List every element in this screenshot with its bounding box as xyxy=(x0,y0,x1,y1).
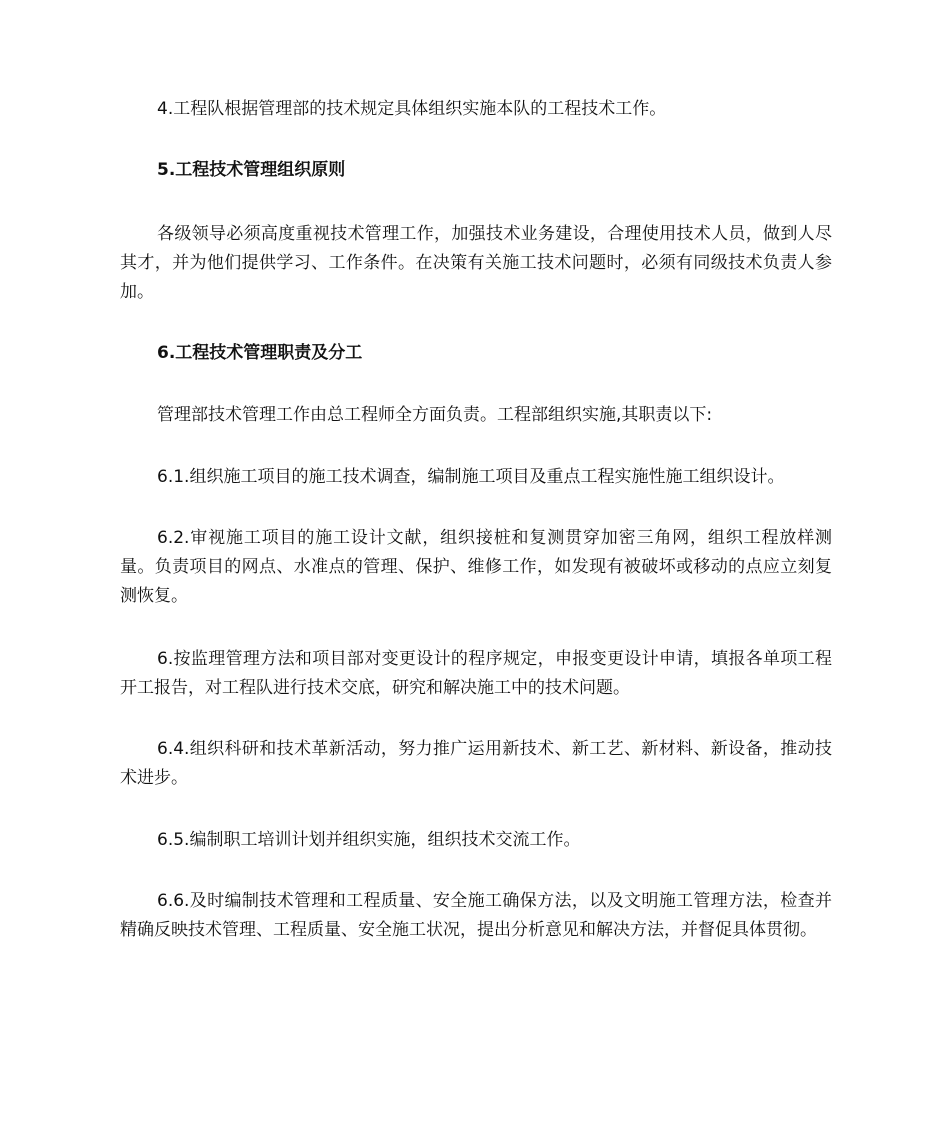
paragraph-principles: 各级领导必须高度重视技术管理工作，加强技术业务建设，合理使用技术人员，做到人尽其才，并为他们提供学习、工作条件。在决策有关施工技术问题时，必须有同级技术负责人参加。 xyxy=(120,224,832,302)
paragraph-6-2: 6.2.审视施工项目的施工设计文献，组织接桩和复测贯穿加密三角网，组织工程放样测量。负责项目的网点、水准点的管理、保护、维修工作，如发现有被破坏或移动的点应立刻复测恢复。 xyxy=(120,528,832,606)
paragraph-4: 4.工程队根据管理部的技术规定具体组织实施本队的工程技术工作。 xyxy=(157,99,667,119)
paragraph-duties-intro: 管理部技术管理工作由总工程师全方面负责。工程部组织实施,其职责以下: xyxy=(157,405,713,425)
paragraph-6-1: 6.1.组织施工项目的施工技术调查，编制施工项目及重点工程实施性施工组织设计。 xyxy=(157,467,785,487)
paragraph-6-5: 6.5.编制职工培训计划并组织实施，组织技术交流工作。 xyxy=(157,830,581,850)
section-heading-6: 6.工程技术管理职责及分工 xyxy=(157,343,363,363)
paragraph-6-6: 6.6.及时编制技术管理和工程质量、安全施工确保方法，以及文明施工管理方法，检查并精确反映技术管理、工程质量、安全施工状况，提出分析意见和解决方法，并督促具体贯彻。 xyxy=(120,891,832,940)
paragraph-6-3: 6.按监理管理方法和项目部对变更设计的程序规定，申报变更设计申请，填报各单项工程开工报告，对工程队进行技术交底，研究和解决施工中的技术问题。 xyxy=(120,649,832,698)
section-heading-5: 5.工程技术管理组织原则 xyxy=(157,160,346,180)
paragraph-6-4: 6.4.组织科研和技术革新活动，努力推广运用新技术、新工艺、新材料、新设备，推动技术进步。 xyxy=(120,739,832,788)
